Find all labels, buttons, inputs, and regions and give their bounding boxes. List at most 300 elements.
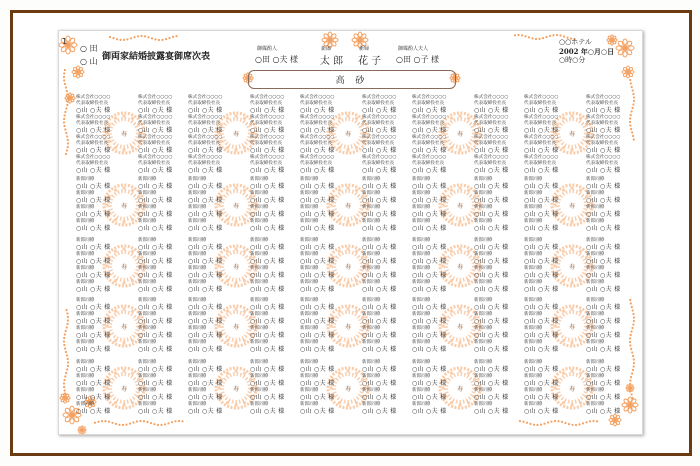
- guest-name: ○山 ○夫 様: [138, 394, 173, 401]
- guest-entry: [362, 238, 396, 252]
- guest-name: ○山 ○夫 様: [586, 346, 621, 353]
- event-time: ○時○分: [559, 56, 586, 64]
- guest-name: ○山 ○夫 様: [300, 408, 335, 415]
- guest-relation: 新郎同僚: [250, 326, 269, 331]
- guest-column-right: [250, 360, 284, 416]
- guest-entry: [474, 266, 508, 280]
- guest-entry: [188, 205, 222, 219]
- guest-name: ○山 ○夫 様: [524, 394, 559, 401]
- guest-name: ○山 ○夫 様: [586, 167, 621, 174]
- guest-relation: 新郎同僚: [250, 298, 269, 303]
- guest-relation: 新郎同僚: [586, 252, 605, 257]
- guest-name: ○山 ○夫 様: [188, 258, 223, 265]
- guest-entry: [586, 115, 620, 135]
- guest-name: ○山 ○夫 様: [362, 366, 397, 373]
- guest-entry: [300, 238, 334, 252]
- guest-name: ○山 ○夫 様: [76, 332, 111, 339]
- guest-entry: [138, 115, 172, 135]
- guest-column-right: [250, 177, 284, 233]
- guest-relation: 新郎同僚: [76, 266, 95, 271]
- guest-name: ○山 ○夫 様: [586, 197, 621, 204]
- guest-title: 代表取締役社長: [524, 161, 557, 166]
- guest-column-left: [188, 95, 222, 175]
- guest-name: ○山 ○夫 様: [138, 380, 173, 387]
- guest-column-left: [188, 238, 222, 294]
- guest-column-right: [138, 177, 172, 233]
- guest-entry: [524, 312, 558, 326]
- guest-relation: 新郎同僚: [188, 360, 207, 365]
- guest-entry: [250, 155, 284, 175]
- guest-name: ○山 ○夫 様: [412, 107, 447, 114]
- guest-entry: [524, 326, 558, 340]
- guest-relation: 新郎同僚: [524, 298, 543, 303]
- table-label: 寿: [456, 385, 463, 393]
- guest-name: ○山 ○夫 様: [362, 286, 397, 293]
- guest-entry: [586, 205, 620, 219]
- guest-relation: 新郎同僚: [300, 205, 319, 210]
- guest-name: ○山 ○夫 様: [524, 225, 559, 232]
- guest-relation: 新郎同僚: [586, 326, 605, 331]
- guest-entry: [250, 298, 284, 312]
- guest-name: ○山 ○夫 様: [76, 318, 111, 325]
- guest-name: ○山 ○夫 様: [362, 107, 397, 114]
- guest-name: ○山 ○夫 様: [412, 183, 447, 190]
- guest-relation: 新郎同僚: [412, 340, 431, 345]
- guest-relation: 新郎同僚: [586, 191, 605, 196]
- guest-company: 株式会社○○○○: [586, 135, 621, 140]
- guest-column-right: [138, 95, 172, 175]
- guest-entry: [412, 312, 446, 326]
- guest-column-left: [76, 360, 110, 416]
- guest-name: ○山 ○夫 様: [412, 318, 447, 325]
- guest-name: ○山 ○夫 様: [474, 380, 509, 387]
- guest-name: ○山 ○夫 様: [474, 107, 509, 114]
- bride-label: 新婦: [359, 46, 370, 52]
- guest-relation: 新郎同僚: [412, 219, 431, 224]
- guest-relation: 新郎同僚: [188, 219, 207, 224]
- guest-company: 株式会社○○○○: [474, 135, 509, 140]
- guest-name: ○山 ○夫 様: [412, 272, 447, 279]
- guest-name: ○山 ○夫 様: [474, 225, 509, 232]
- table-label: 寿: [456, 263, 463, 271]
- guest-column-right: [474, 298, 508, 354]
- guest-company: 株式会社○○○○: [250, 115, 285, 120]
- guest-entry: [412, 219, 446, 233]
- guest-title: 代表取締役社長: [474, 101, 507, 106]
- guest-relation: 新郎同僚: [250, 360, 269, 365]
- guest-relation: 新郎同僚: [138, 177, 157, 182]
- guest-name: ○山 ○夫 様: [362, 225, 397, 232]
- flower-icon: [78, 426, 86, 434]
- guest-name: ○山 ○夫 様: [138, 408, 173, 415]
- guest-name: ○山 ○夫 様: [300, 107, 335, 114]
- guest-entry: [300, 374, 334, 388]
- guest-company: 株式会社○○○○: [412, 95, 447, 100]
- guest-name: ○山 ○夫 様: [76, 380, 111, 387]
- guest-name: ○山 ○夫 様: [138, 258, 173, 265]
- guest-title: 代表取締役社長: [474, 121, 507, 126]
- guest-name: ○山 ○夫 様: [188, 197, 223, 204]
- guest-column-left: [76, 298, 110, 354]
- flower-icon: [616, 39, 634, 57]
- guest-name: ○山 ○夫 様: [76, 346, 111, 353]
- guest-relation: 新郎同僚: [76, 298, 95, 303]
- guest-entry: [412, 340, 446, 354]
- guest-company: 株式会社○○○○: [188, 115, 223, 120]
- guest-name: ○山 ○夫 様: [300, 346, 335, 353]
- guest-entry: [474, 312, 508, 326]
- guest-entry: [188, 177, 222, 191]
- guest-relation: 新郎同僚: [76, 312, 95, 317]
- guest-name: ○山 ○夫 様: [138, 183, 173, 190]
- guest-name: ○山 ○夫 様: [250, 244, 285, 251]
- guest-relation: 新郎同僚: [474, 205, 493, 210]
- guest-name: ○山 ○夫 様: [362, 211, 397, 218]
- guest-entry: [250, 191, 284, 205]
- guest-name: ○山 ○夫 様: [300, 380, 335, 387]
- guest-title: 代表取締役社長: [76, 141, 109, 146]
- guest-relation: 新郎同僚: [300, 312, 319, 317]
- guest-column-right: [138, 238, 172, 294]
- guest-title: 代表取締役社長: [586, 161, 619, 166]
- guest-entry: [586, 191, 620, 205]
- guest-name: ○山 ○夫 様: [412, 127, 447, 134]
- guest-name: ○山 ○夫 様: [300, 394, 335, 401]
- guest-name: ○山 ○夫 様: [300, 366, 335, 373]
- guest-name: ○山 ○夫 様: [524, 346, 559, 353]
- guest-name: ○山 ○夫 様: [586, 380, 621, 387]
- guest-relation: 新郎同僚: [474, 388, 493, 393]
- guest-company: 株式会社○○○○: [76, 115, 111, 120]
- guest-relation: 新郎同僚: [524, 252, 543, 257]
- guest-entry: [188, 266, 222, 280]
- guest-name: ○山 ○夫 様: [138, 304, 173, 311]
- guest-entry: [76, 312, 110, 326]
- table-label: 寿: [568, 263, 575, 271]
- guest-relation: 新郎同僚: [474, 252, 493, 257]
- matchmaker-wife-label: 御媒酌人夫人: [398, 46, 429, 52]
- groom-label: 新郎: [321, 46, 332, 52]
- guest-relation: 新郎同僚: [76, 374, 95, 379]
- guest-relation: 新郎同僚: [412, 388, 431, 393]
- guest-relation: 新郎同僚: [362, 388, 381, 393]
- guest-company: 株式会社○○○○: [412, 155, 447, 160]
- guest-entry: [474, 95, 508, 115]
- guest-name: ○山 ○夫 様: [300, 225, 335, 232]
- guest-relation: 新郎同僚: [300, 298, 319, 303]
- guest-relation: 新郎同僚: [188, 374, 207, 379]
- guest-entry: [524, 402, 558, 416]
- guest-entry: [250, 205, 284, 219]
- guest-entry: [188, 388, 222, 402]
- guest-relation: 新郎同僚: [524, 402, 543, 407]
- guest-column-right: [362, 238, 396, 294]
- guest-relation: 新郎同僚: [250, 374, 269, 379]
- guest-entry: [250, 360, 284, 374]
- guest-entry: [524, 205, 558, 219]
- guest-name: ○山 ○夫 様: [188, 107, 223, 114]
- guest-name: ○山 ○夫 様: [138, 197, 173, 204]
- guest-name: ○山 ○夫 様: [300, 197, 335, 204]
- guest-relation: 新郎同僚: [76, 191, 95, 196]
- guest-title: 代表取締役社長: [362, 161, 395, 166]
- guest-column-left: [412, 95, 446, 175]
- guest-entry: [138, 238, 172, 252]
- guest-entry: [188, 135, 222, 155]
- guest-relation: 新郎同僚: [138, 238, 157, 243]
- guest-entry: [250, 374, 284, 388]
- guest-relation: 新郎同僚: [362, 238, 381, 243]
- guest-entry: [138, 312, 172, 326]
- guest-entry: [300, 252, 334, 266]
- guest-relation: 新郎同僚: [300, 340, 319, 345]
- guest-name: ○山 ○夫 様: [412, 167, 447, 174]
- guest-entry: [412, 326, 446, 340]
- guest-entry: [362, 155, 396, 175]
- guest-column-right: [474, 360, 508, 416]
- guest-entry: [362, 374, 396, 388]
- guest-entry: [474, 298, 508, 312]
- guest-entry: [586, 155, 620, 175]
- guest-entry: [188, 340, 222, 354]
- guest-relation: 新郎同僚: [300, 360, 319, 365]
- guest-name: ○山 ○夫 様: [474, 244, 509, 251]
- guest-name: ○山 ○夫 様: [586, 304, 621, 311]
- guest-column-left: [300, 238, 334, 294]
- table-label: 寿: [568, 323, 575, 331]
- guest-company: 株式会社○○○○: [300, 135, 335, 140]
- guest-company: 株式会社○○○○: [586, 95, 621, 100]
- guest-name: ○山 ○夫 様: [250, 197, 285, 204]
- guest-relation: 新郎同僚: [362, 312, 381, 317]
- guest-relation: 新郎同僚: [524, 360, 543, 365]
- guest-entry: [524, 219, 558, 233]
- guest-relation: 新郎同僚: [76, 219, 95, 224]
- guest-title: 代表取締役社長: [586, 101, 619, 106]
- guest-relation: 新郎同僚: [474, 191, 493, 196]
- guest-relation: 新郎同僚: [188, 266, 207, 271]
- guest-entry: [474, 340, 508, 354]
- guest-entry: [250, 280, 284, 294]
- guest-name: ○山 ○夫 様: [300, 167, 335, 174]
- dotted-border-top-left: [109, 35, 178, 41]
- guest-relation: 新郎同僚: [138, 340, 157, 345]
- guest-name: ○山 ○夫 様: [300, 318, 335, 325]
- guest-entry: [362, 115, 396, 135]
- guest-relation: 新郎同僚: [188, 177, 207, 182]
- guest-company: 株式会社○○○○: [76, 95, 111, 100]
- guest-name: ○山 ○夫 様: [524, 272, 559, 279]
- guest-relation: 新郎同僚: [524, 326, 543, 331]
- guest-company: 株式会社○○○○: [138, 95, 173, 100]
- guest-relation: 新郎同僚: [412, 402, 431, 407]
- guest-relation: 新郎同僚: [586, 219, 605, 224]
- guest-relation: 新郎同僚: [474, 238, 493, 243]
- guest-entry: [76, 135, 110, 155]
- guest-entry: [138, 340, 172, 354]
- guest-relation: 新郎同僚: [362, 374, 381, 379]
- guest-name: ○山 ○夫 様: [300, 286, 335, 293]
- guest-name: ○山 ○夫 様: [250, 366, 285, 373]
- guest-name: ○山 ○夫 様: [188, 167, 223, 174]
- guest-relation: 新郎同僚: [474, 360, 493, 365]
- guest-entry: [586, 280, 620, 294]
- guest-name: ○山 ○夫 様: [300, 147, 335, 154]
- guest-name: ○山 ○夫 様: [76, 244, 111, 251]
- document-title: 御両家結婚披露宴御席次表: [102, 52, 211, 62]
- guest-company: 株式会社○○○○: [524, 135, 559, 140]
- guest-name: ○山 ○夫 様: [188, 304, 223, 311]
- guest-relation: 新郎同僚: [362, 191, 381, 196]
- guest-name: ○山 ○夫 様: [412, 258, 447, 265]
- guest-entry: [362, 326, 396, 340]
- guest-title: 代表取締役社長: [138, 141, 171, 146]
- guest-name: ○山 ○夫 様: [138, 318, 173, 325]
- guest-title: 代表取締役社長: [300, 101, 333, 106]
- guest-column-left: [412, 238, 446, 294]
- guest-relation: 新郎同僚: [412, 280, 431, 285]
- guest-relation: 新郎同僚: [188, 340, 207, 345]
- guest-column-right: [250, 298, 284, 354]
- guest-relation: 新郎同僚: [300, 177, 319, 182]
- guest-entry: [300, 340, 334, 354]
- guest-name: ○山 ○夫 様: [412, 304, 447, 311]
- guest-entry: [76, 402, 110, 416]
- guest-name: ○山 ○夫 様: [586, 318, 621, 325]
- guest-title: 代表取締役社長: [188, 121, 221, 126]
- guest-relation: 新郎同僚: [474, 298, 493, 303]
- guest-relation: 新郎同僚: [362, 340, 381, 345]
- guest-title: 代表取締役社長: [524, 121, 557, 126]
- guest-name: ○山 ○夫 様: [412, 225, 447, 232]
- guest-entry: [76, 340, 110, 354]
- guest-title: 代表取締役社長: [138, 101, 171, 106]
- table-label: 寿: [232, 385, 239, 393]
- table-label: 寿: [232, 263, 239, 271]
- guest-entry: [586, 402, 620, 416]
- table-label: 寿: [232, 130, 239, 138]
- guest-entry: [412, 205, 446, 219]
- flower-icon: [622, 397, 638, 413]
- guest-entry: [474, 155, 508, 175]
- guest-relation: 新郎同僚: [524, 219, 543, 224]
- guest-company: 株式会社○○○○: [524, 155, 559, 160]
- guest-relation: 新郎同僚: [586, 388, 605, 393]
- guest-name: ○山 ○夫 様: [412, 244, 447, 251]
- guest-relation: 新郎同僚: [76, 177, 95, 182]
- page-marker: 1: [62, 37, 68, 46]
- guest-entry: [250, 219, 284, 233]
- guest-entry: [524, 155, 558, 175]
- guest-title: 代表取締役社長: [300, 121, 333, 126]
- table-label: 寿: [120, 323, 127, 331]
- guest-column-left: [300, 298, 334, 354]
- guest-name: ○山 ○夫 様: [586, 366, 621, 373]
- guest-entry: [474, 360, 508, 374]
- guest-relation: 新郎同僚: [586, 340, 605, 345]
- flower-icon: [622, 66, 634, 78]
- guest-relation: 新郎同僚: [524, 177, 543, 182]
- guest-entry: [362, 177, 396, 191]
- bride-name: 花 子: [358, 56, 382, 67]
- guest-entry: [300, 388, 334, 402]
- guest-entry: [188, 155, 222, 175]
- guest-column-left: [412, 177, 446, 233]
- guest-relation: 新郎同僚: [300, 374, 319, 379]
- guest-entry: [524, 177, 558, 191]
- guest-entry: [412, 177, 446, 191]
- guest-name: ○山 ○夫 様: [250, 286, 285, 293]
- guest-entry: [188, 374, 222, 388]
- guest-name: ○山 ○夫 様: [474, 127, 509, 134]
- guest-relation: 新郎同僚: [586, 360, 605, 365]
- guest-entry: [412, 402, 446, 416]
- guest-relation: 新郎同僚: [188, 388, 207, 393]
- guest-entry: [474, 252, 508, 266]
- guest-name: ○山 ○夫 様: [300, 183, 335, 190]
- guest-name: ○山 ○夫 様: [586, 183, 621, 190]
- table-label: 寿: [120, 263, 127, 271]
- guest-name: ○山 ○夫 様: [524, 127, 559, 134]
- table-label: 寿: [344, 130, 351, 138]
- guest-relation: 新郎同僚: [524, 312, 543, 317]
- guest-company: 株式会社○○○○: [474, 155, 509, 160]
- guest-entry: [586, 388, 620, 402]
- guest-company: 株式会社○○○○: [412, 115, 447, 120]
- guest-name: ○山 ○夫 様: [412, 366, 447, 373]
- guest-title: 代表取締役社長: [188, 161, 221, 166]
- guest-entry: [188, 402, 222, 416]
- guest-entry: [524, 388, 558, 402]
- guest-entry: [76, 115, 110, 135]
- guest-column-left: [300, 360, 334, 416]
- guest-relation: 新郎同僚: [138, 388, 157, 393]
- guest-entry: [300, 402, 334, 416]
- guest-name: ○山 ○夫 様: [412, 346, 447, 353]
- guest-relation: 新郎同僚: [474, 326, 493, 331]
- guest-entry: [76, 191, 110, 205]
- guest-relation: 新郎同僚: [362, 280, 381, 285]
- guest-name: ○山 ○夫 様: [138, 225, 173, 232]
- guest-entry: [412, 238, 446, 252]
- guest-relation: 新郎同僚: [138, 360, 157, 365]
- guest-entry: [138, 205, 172, 219]
- guest-relation: 新郎同僚: [412, 298, 431, 303]
- guest-name: ○山 ○夫 様: [362, 380, 397, 387]
- guest-relation: 新郎同僚: [412, 326, 431, 331]
- guest-relation: 新郎同僚: [76, 402, 95, 407]
- guest-entry: [586, 374, 620, 388]
- guest-title: 代表取締役社長: [76, 101, 109, 106]
- guest-entry: [474, 280, 508, 294]
- guest-company: 株式会社○○○○: [412, 135, 447, 140]
- guest-entry: [76, 388, 110, 402]
- guest-entry: [138, 266, 172, 280]
- table-label: 寿: [568, 385, 575, 393]
- guest-name: ○山 ○夫 様: [188, 183, 223, 190]
- guest-name: ○山 ○夫 様: [138, 346, 173, 353]
- guest-entry: [138, 360, 172, 374]
- guest-column-right: [586, 177, 620, 233]
- guest-name: ○山 ○夫 様: [586, 332, 621, 339]
- guest-relation: 新郎同僚: [362, 326, 381, 331]
- guest-name: ○山 ○夫 様: [524, 167, 559, 174]
- guest-company: 株式会社○○○○: [76, 135, 111, 140]
- guest-entry: [138, 155, 172, 175]
- guest-relation: 新郎同僚: [250, 280, 269, 285]
- guest-name: ○山 ○夫 様: [474, 366, 509, 373]
- guest-entry: [76, 266, 110, 280]
